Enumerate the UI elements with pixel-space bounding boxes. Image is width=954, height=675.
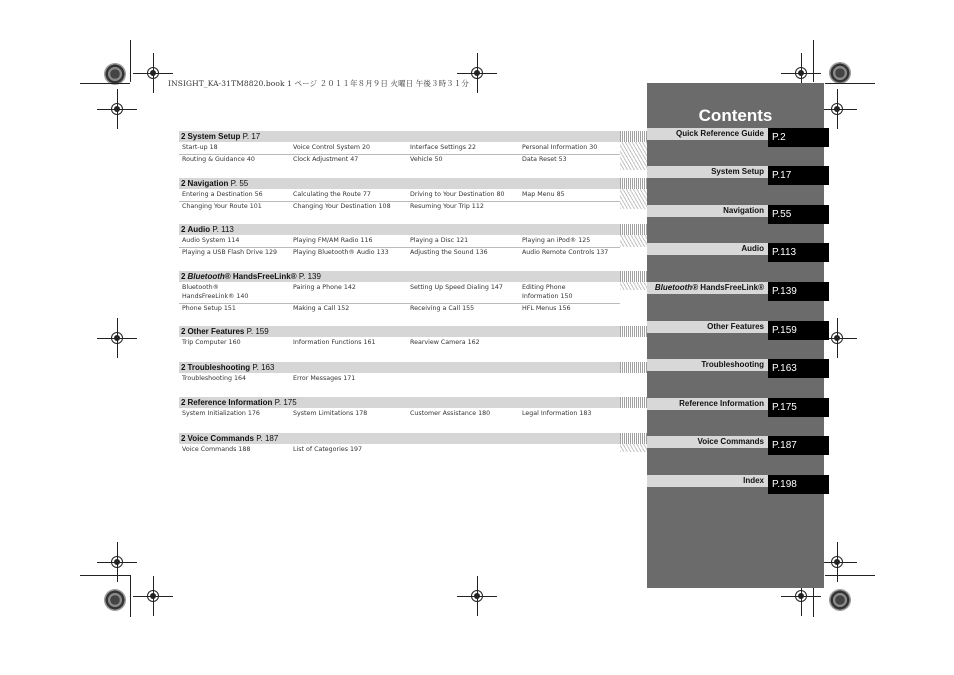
- toc-item[interactable]: System Limitations 178: [293, 410, 368, 417]
- arrow-icon: 2: [181, 327, 186, 336]
- crop-line: [80, 575, 130, 576]
- toc-item[interactable]: Entering a Destination 56: [182, 191, 263, 198]
- section-bluetooth-handsfreelink: [179, 271, 620, 312]
- section-leader: [620, 326, 647, 337]
- row-divider: [179, 247, 620, 248]
- crosshair-mark: [827, 552, 847, 572]
- section-title: Navigation: [187, 179, 229, 188]
- section-other-features: [179, 326, 620, 346]
- toc-item[interactable]: Setting Up Speed Dialing 147: [410, 284, 503, 291]
- section-title: System Setup: [187, 132, 241, 141]
- toc-item[interactable]: Personal Information 30: [522, 144, 598, 151]
- row-divider: [179, 303, 620, 304]
- toc-item[interactable]: Information Functions 161: [293, 339, 376, 346]
- toc-item[interactable]: Phone Setup 151: [182, 305, 236, 312]
- arrow-icon: 2: [181, 363, 186, 372]
- section-audio: [179, 224, 620, 256]
- section-leader: [620, 131, 647, 142]
- section-page: P. 139: [296, 272, 321, 281]
- crosshair-mark: [827, 328, 847, 348]
- section-navigation: [179, 178, 620, 210]
- section-voice-commands: [179, 433, 620, 453]
- toc-item[interactable]: List of Categories 197: [293, 446, 363, 453]
- section-title-rest: ® HandsFreeLink®: [224, 272, 297, 281]
- toc-item[interactable]: Bluetooth® HandsFreeLink® 140: [182, 284, 249, 300]
- tab-label: Audio: [647, 243, 768, 255]
- row-divider: [179, 201, 620, 202]
- section-title: [187, 272, 296, 281]
- row-divider: [179, 154, 620, 155]
- toc-item[interactable]: Driving to Your Destination 80: [410, 191, 505, 198]
- tab-label: Reference Information: [647, 398, 768, 410]
- registration-disc-top-left: [104, 63, 126, 85]
- toc-item[interactable]: Receiving a Call 155: [410, 305, 475, 312]
- crop-line: [80, 83, 130, 84]
- tab-label-italic: Bluetooth: [654, 283, 693, 292]
- toc-item[interactable]: Playing a Disc 121: [410, 237, 469, 244]
- toc-item[interactable]: Legal Information 183: [522, 410, 592, 417]
- section-page: P. 17: [240, 132, 261, 141]
- tab-page: P.139: [768, 282, 829, 301]
- section-title-italic: Bluetooth: [187, 272, 225, 281]
- section-header[interactable]: [179, 131, 620, 142]
- tab-page: P.17: [768, 166, 829, 185]
- tab-page: P.159: [768, 321, 829, 340]
- tab-label: Voice Commands: [647, 436, 768, 448]
- section-header[interactable]: [179, 433, 620, 444]
- toc-item[interactable]: Resuming Your Trip 112: [410, 203, 484, 210]
- toc-item[interactable]: Playing Bluetooth® Audio 133: [293, 249, 389, 256]
- toc-item[interactable]: Voice Control System 20: [293, 144, 371, 151]
- section-leader: [620, 178, 647, 189]
- section-leader: [620, 397, 647, 408]
- toc-item[interactable]: Troubleshooting 164: [182, 375, 247, 382]
- arrow-icon: 2: [181, 132, 186, 141]
- toc-item[interactable]: Routing & Guidance 40: [182, 156, 255, 163]
- section-page: P. 113: [210, 225, 234, 234]
- section-leader: [620, 433, 647, 444]
- crosshair-mark: [107, 99, 127, 119]
- section-leader: [620, 224, 647, 235]
- tab-label: [647, 282, 768, 294]
- toc-item[interactable]: Clock Adjustment 47: [293, 156, 359, 163]
- arrow-icon: 2: [181, 272, 186, 281]
- section-leader: [620, 235, 647, 247]
- tab-reference-information[interactable]: [647, 398, 829, 417]
- registration-disc-bottom-left: [104, 589, 126, 611]
- arrow-icon: 2: [181, 225, 186, 234]
- tab-label: Troubleshooting: [647, 359, 768, 371]
- toc-item[interactable]: Playing an iPod® 125: [522, 237, 591, 244]
- toc-item[interactable]: Voice Commands 188: [182, 446, 251, 453]
- toc-item[interactable]: Data Reset 53: [522, 156, 567, 163]
- toc-item[interactable]: HFL Menus 156: [522, 305, 571, 312]
- tab-page: P.163: [768, 359, 829, 378]
- section-leader: [620, 444, 647, 452]
- crop-line: [825, 575, 875, 576]
- section-page: P. 175: [272, 398, 297, 407]
- section-title: Voice Commands: [187, 434, 254, 443]
- crop-line: [825, 83, 875, 84]
- toc-item[interactable]: Audio System 114: [182, 237, 240, 244]
- tab-label-rest: ® HandsFreeLink®: [692, 283, 764, 292]
- crosshair-mark: [107, 328, 127, 348]
- section-page: P. 159: [244, 327, 269, 336]
- section-page: P. 187: [254, 434, 279, 443]
- toc-item[interactable]: System Initialization 176: [182, 410, 260, 417]
- section-title: Reference Information: [187, 398, 273, 407]
- tab-page: P.187: [768, 436, 829, 455]
- print-header: INSIGHT_KA-31TM8820.book 1 ページ ２０１１年８月９日 火曜日 午後３時３１分: [168, 79, 469, 88]
- section-header[interactable]: [179, 224, 620, 235]
- tab-quick-reference-guide[interactable]: [647, 128, 829, 147]
- registration-disc-top-right: [829, 62, 851, 84]
- crosshair-mark: [467, 586, 487, 606]
- section-page: P. 55: [228, 179, 249, 188]
- tab-system-setup[interactable]: [647, 166, 829, 185]
- crop-line: [130, 40, 131, 82]
- tab-label: Quick Reference Guide: [647, 128, 768, 140]
- toc-item[interactable]: Making a Call 152: [293, 305, 350, 312]
- tab-troubleshooting[interactable]: [647, 359, 829, 378]
- toc-item[interactable]: Pairing a Phone 142: [293, 284, 356, 291]
- crosshair-mark: [467, 63, 487, 83]
- tab-label: Index: [647, 475, 768, 487]
- section-reference-information: [179, 397, 620, 417]
- toc-item[interactable]: Interface Settings 22: [410, 144, 477, 151]
- tab-page: P.113: [768, 243, 829, 262]
- tab-index[interactable]: [647, 475, 829, 494]
- section-header[interactable]: [179, 362, 620, 373]
- toc-item[interactable]: Adjusting the Sound 136: [410, 249, 488, 256]
- tab-bluetooth-handsfreelink[interactable]: [647, 282, 829, 301]
- toc-item[interactable]: Error Messages 171: [293, 375, 356, 382]
- tab-page: P.175: [768, 398, 829, 417]
- section-leader: [620, 142, 647, 170]
- section-leader: [620, 271, 647, 282]
- crosshair-mark: [791, 63, 811, 83]
- section-troubleshooting: [179, 362, 620, 382]
- crosshair-mark: [827, 99, 847, 119]
- tab-other-features[interactable]: [647, 321, 829, 340]
- section-header[interactable]: [179, 326, 620, 337]
- toc-item[interactable]: Rearview Camera 162: [410, 339, 480, 346]
- crosshair-mark: [107, 552, 127, 572]
- tab-voice-commands[interactable]: [647, 436, 829, 455]
- section-system-setup: [179, 131, 620, 163]
- tab-label: Other Features: [647, 321, 768, 333]
- toc-item[interactable]: Trip Computer 160: [182, 339, 241, 346]
- tab-page: P.2: [768, 128, 829, 147]
- section-title: Audio: [187, 225, 211, 234]
- tab-page: P.198: [768, 475, 829, 494]
- arrow-icon: 2: [181, 179, 186, 188]
- toc-item[interactable]: Map Menu 85: [522, 191, 565, 198]
- toc-item[interactable]: Changing Your Destination 108: [293, 203, 391, 210]
- toc-item[interactable]: Changing Your Route 101: [182, 203, 262, 210]
- crosshair-mark: [143, 63, 163, 83]
- tab-label: System Setup: [647, 166, 768, 178]
- crosshair-mark: [791, 586, 811, 606]
- toc-item[interactable]: Customer Assistance 180: [410, 410, 491, 417]
- section-title: Other Features: [187, 327, 245, 336]
- section-leader: [620, 362, 647, 373]
- contents-title: Contents: [698, 106, 773, 125]
- section-header[interactable]: [179, 397, 620, 408]
- tab-label: Navigation: [647, 205, 768, 217]
- arrow-icon: 2: [181, 434, 186, 443]
- toc-item[interactable]: Editing Phone Information 150: [522, 284, 573, 300]
- toc-item[interactable]: Playing FM/AM Radio 116: [293, 237, 373, 244]
- section-leader: [620, 189, 647, 209]
- crop-line: [130, 575, 131, 617]
- tab-navigation[interactable]: [647, 205, 829, 224]
- crop-line: [813, 40, 814, 82]
- toc-item[interactable]: Audio Remote Controls 137: [522, 249, 609, 256]
- section-header[interactable]: [179, 271, 620, 282]
- section-leader: [620, 282, 647, 290]
- section-title: Troubleshooting: [187, 363, 251, 372]
- toc-item[interactable]: Playing a USB Flash Drive 129: [182, 249, 277, 256]
- section-page: P. 163: [250, 363, 275, 372]
- toc-item[interactable]: Vehicle 50: [410, 156, 443, 163]
- crosshair-mark: [143, 586, 163, 606]
- tab-audio[interactable]: [647, 243, 829, 262]
- registration-disc-bottom-right: [829, 589, 851, 611]
- arrow-icon: 2: [181, 398, 186, 407]
- tab-page: P.55: [768, 205, 829, 224]
- section-header[interactable]: [179, 178, 620, 189]
- toc-item[interactable]: Start-up 18: [182, 144, 218, 151]
- toc-item[interactable]: Calculating the Route 77: [293, 191, 371, 198]
